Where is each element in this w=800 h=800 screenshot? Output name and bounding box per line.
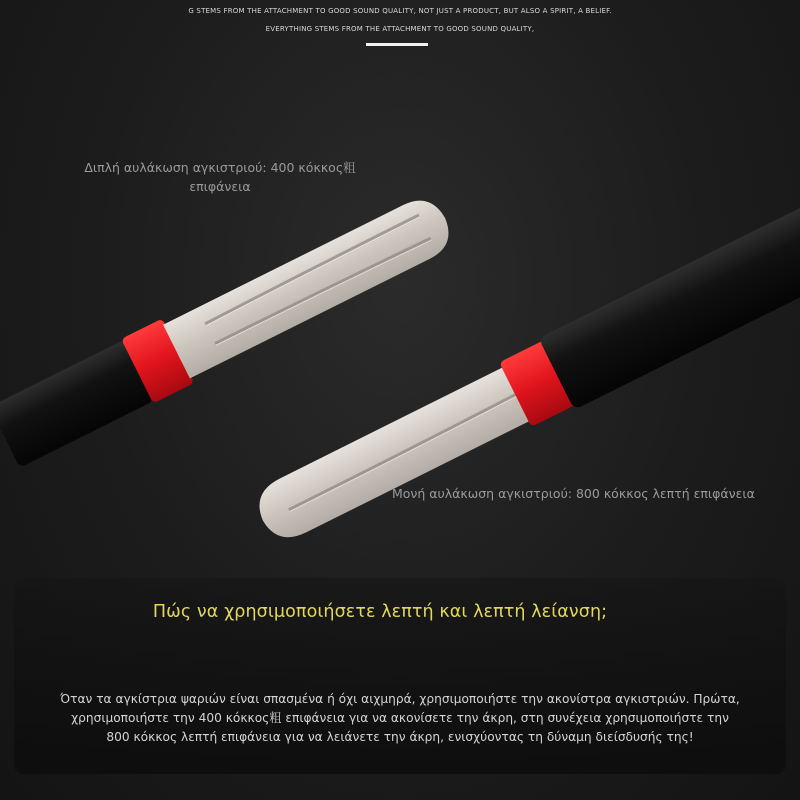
header-subtagline: EVERYTHING STEMS FROM THE ATTACHMENT TO GOOD SOUND QUALITY,: [265, 25, 535, 33]
left-tool-handle: [0, 340, 154, 468]
instructions-line-1: Όταν τα αγκίστρια ψαριών είναι σπασμένα ή όχι αιχμηρά, χρησιμοποιήστε την ακονίστρα αγκιστριών. Πρώτα,: [60, 692, 740, 706]
header-underline: [366, 43, 428, 46]
instructions-line-3: 800 κόκκος λεπτή επιφάνεια για να λειάνετε την άκρη, ενισχύοντας τη δύναμη διείσδυσής της!: [106, 730, 694, 744]
single-groove-label: Μονή αυλάκωση αγκιστριού: 800 κόκκος λεπτή επιφάνεια: [392, 486, 755, 501]
instructions-line-2: χρησιμοποιήστε την 400 κόκκος粗 επιφάνεια για να ακονίσετε την άκρη, στη συνέχεια χρησιμοποιήστε την: [71, 711, 729, 725]
instructions-text: [22, 690, 778, 747]
double-groove-label-line-1: Διπλή αυλάκωση αγκιστριού: 400 κόκκος粗: [84, 160, 356, 175]
double-groove-label: [60, 158, 380, 196]
right-tool-handle: [539, 191, 800, 410]
double-groove-label-line-2: επιφάνεια: [189, 179, 251, 194]
header-tagline: G STEMS FROM THE ATTACHMENT TO GOOD SOUND QUALITY, NOT JUST A PRODUCT, BUT ALSO A SPIRIT, A BELIEF.: [188, 7, 612, 15]
instructions-heading: Πώς να χρησιμοποιήσετε λεπτή και λεπτή λείανση;: [152, 602, 608, 622]
right-tool-stone: [249, 366, 532, 547]
